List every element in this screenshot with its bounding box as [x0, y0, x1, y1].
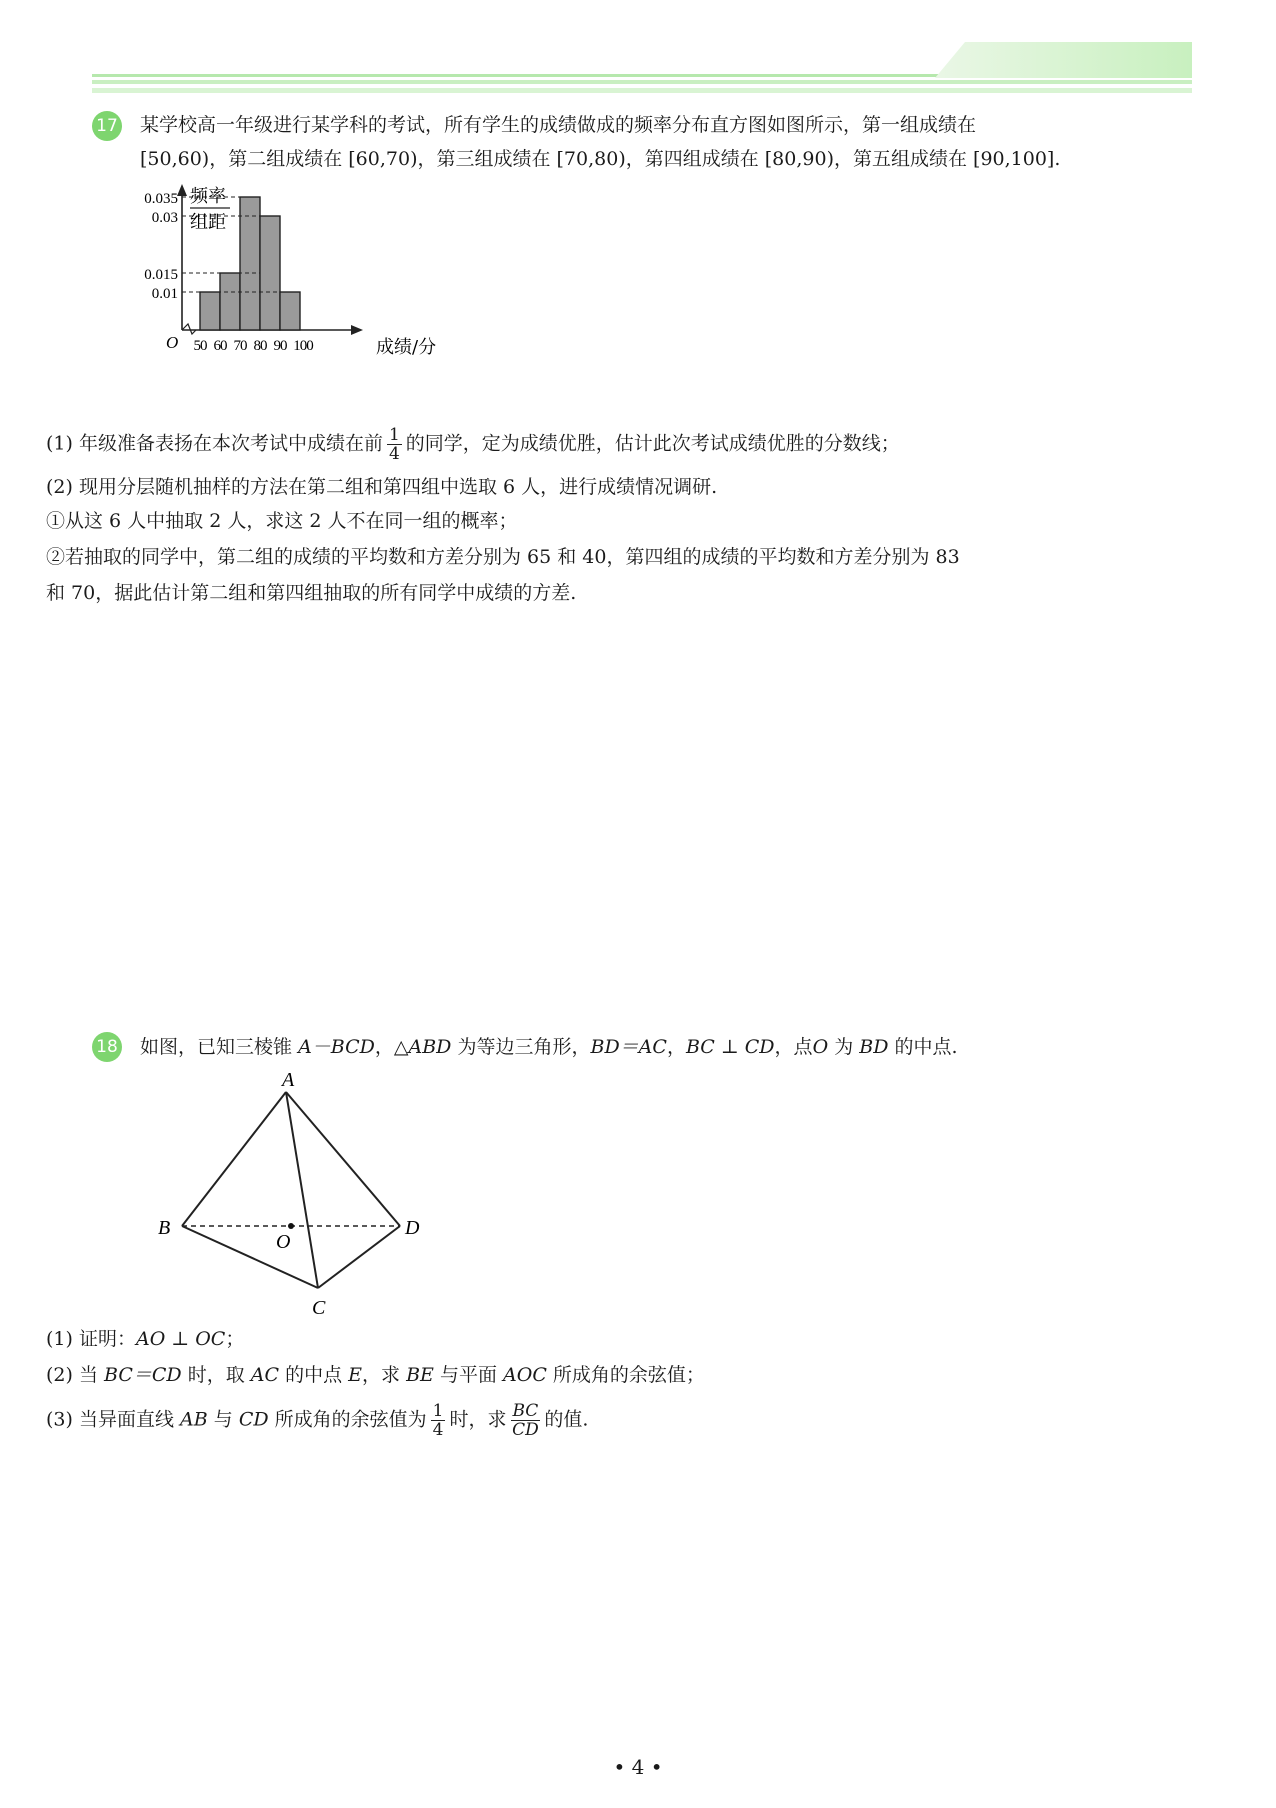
histogram-bar	[200, 292, 220, 330]
tetrahedron-figure	[150, 1062, 440, 1322]
question-number-badge: 17	[92, 111, 122, 141]
q18-stem-segment: BD	[859, 1036, 889, 1058]
page-header-decoration	[0, 0, 1276, 100]
x-tick-label: 60	[213, 338, 227, 354]
q18-part2-expression: AC	[250, 1364, 280, 1386]
q18-part1-text: (1) 证明：	[46, 1328, 136, 1350]
q18-stem	[140, 1030, 1270, 1064]
q17-stem-line-1: 某学校高一年级进行某学科的考试，所有学生的成绩做成的频率分布直方图如图所示，第一组成绩在	[140, 114, 977, 136]
fraction-numerator: 1	[388, 425, 400, 445]
y-axis-arrow	[177, 184, 187, 196]
q18-stem-triangle: ABD	[408, 1036, 452, 1058]
q18-stem-condition: BC ⊥ CD	[685, 1036, 775, 1058]
point-label-O: O	[276, 1231, 291, 1253]
q18-part3-text: 与	[213, 1408, 233, 1431]
y-axis-label-denominator: 组距	[190, 212, 226, 233]
x-tick-label: 90	[273, 338, 287, 354]
origin-label: O	[166, 333, 179, 352]
x-axis-break	[182, 324, 196, 334]
q18-part2-text: 的中点	[285, 1364, 343, 1386]
q18-part-3	[46, 1402, 588, 1439]
question-number-badge: 18	[92, 1032, 122, 1062]
q17-part-2b-line-2: 和 70，据此估计第二组和第四组抽取的所有同学中成绩的方差.	[46, 582, 577, 604]
q18-part3-text: 时，求	[449, 1408, 507, 1431]
x-tick-label: 100	[293, 338, 313, 354]
q18-stem-tetrahedron: A－BCD	[298, 1036, 375, 1058]
x-axis-arrow	[351, 325, 363, 335]
q18-part2-text: (2) 当	[46, 1364, 98, 1386]
header-tab-shape	[935, 42, 1192, 78]
q17-part1-text-post: 的同学，定为成绩优胜，估计此次考试成绩优胜的分数线；	[405, 432, 900, 455]
q18-part-1	[46, 1322, 244, 1356]
edge-CD	[318, 1226, 400, 1288]
histogram-bar	[260, 216, 280, 330]
q18-part2-expression: BE	[406, 1364, 434, 1386]
y-axis-label-numerator: 频率	[190, 186, 226, 207]
histogram-bar	[280, 292, 300, 330]
q18-part3-text: 的值.	[544, 1408, 589, 1431]
q18-part3-expression: AB	[180, 1408, 208, 1431]
y-tick-label: 0.03	[151, 210, 178, 226]
q18-stem-text: 为	[834, 1036, 854, 1058]
fraction-numerator: 1	[432, 1401, 444, 1421]
x-axis-label: 成绩/分	[376, 337, 437, 358]
midpoint-O-dot	[288, 1223, 294, 1229]
histogram-bar	[220, 273, 240, 330]
q17-part-2a: ①从这 6 人中抽取 2 人，求这 2 人不在同一组的概率；	[46, 510, 518, 532]
q18-part1-text: ；	[225, 1328, 245, 1350]
vertex-label-B: B	[158, 1217, 171, 1239]
q18-part1-expression: AO ⊥ OC	[135, 1328, 226, 1350]
q17-part1-text-pre: (1) 年级准备表扬在本次考试中成绩在前	[46, 432, 383, 455]
fraction-denominator: 4	[432, 1420, 444, 1440]
q17-part-2b-line-1: ②若抽取的同学中，第二组的成绩的平均数和方差分别为 65 和 40，第四组的成绩的平均数和方差分别为 83	[46, 546, 960, 568]
q18-part-2	[46, 1358, 705, 1392]
q18-part2-expression: BC＝CD	[104, 1364, 182, 1386]
q18-stem-text: ，	[666, 1036, 686, 1058]
fraction-one-quarter	[387, 426, 402, 463]
q18-part2-text: 与平面	[439, 1364, 497, 1386]
y-tick-label: 0.035	[144, 191, 178, 207]
q18-part3-text: (3) 当异面直线	[46, 1408, 174, 1431]
q18-stem-text: ，点	[774, 1036, 813, 1058]
edge-AD	[286, 1092, 400, 1226]
q18-stem-point: O	[812, 1036, 829, 1058]
q18-stem-text: 如图，已知三棱锥	[140, 1036, 293, 1058]
frequency-histogram	[144, 180, 470, 415]
edge-AC	[286, 1092, 318, 1288]
vertex-label-C: C	[312, 1297, 326, 1319]
q18-stem-condition: BD＝AC	[590, 1036, 667, 1058]
q18-part3-expression: CD	[238, 1408, 269, 1431]
q18-part3-text: 所成角的余弦值为	[274, 1408, 427, 1431]
q18-part2-text: ，求	[362, 1364, 401, 1386]
q17-part-1	[46, 426, 900, 463]
vertex-label-D: D	[405, 1217, 420, 1239]
q17-stem-line-2: [50,60)，第二组成绩在 [60,70)，第三组成绩在 [70,80)，第四组成绩在 [80,90)，第五组成绩在 [90,100].	[140, 148, 1061, 170]
q18-part2-text: 时，取	[187, 1364, 245, 1386]
fraction-denominator: CD	[512, 1420, 539, 1440]
q18-part2-expression: AOC	[503, 1364, 547, 1386]
fraction-denominator: 4	[388, 444, 400, 464]
fraction-bc-over-cd	[511, 1402, 541, 1439]
q18-part2-text: 所成角的余弦值；	[552, 1364, 705, 1386]
fraction-numerator: BC	[512, 1401, 539, 1421]
q18-stem-text: 为等边三角形，	[457, 1036, 591, 1058]
fraction-one-quarter	[431, 1402, 446, 1439]
q18-part2-expression: E	[348, 1364, 362, 1386]
y-tick-label: 0.01	[151, 286, 178, 302]
edge-BC	[182, 1226, 318, 1288]
x-tick-label: 80	[253, 338, 267, 354]
x-tick-label: 50	[193, 338, 207, 354]
header-line-mid	[92, 80, 1192, 84]
q17-part-2: (2) 现用分层随机抽样的方法在第二组和第四组中选取 6 人，进行成绩情况调研.	[46, 476, 718, 498]
vertex-label-A: A	[282, 1069, 295, 1091]
q18-stem-text: 的中点.	[894, 1036, 958, 1058]
page-number: • 4 •	[613, 1755, 663, 1779]
edge-AB	[182, 1092, 286, 1226]
q18-stem-text: ，△	[374, 1036, 409, 1058]
y-tick-label: 0.015	[144, 267, 178, 283]
x-tick-label: 70	[233, 338, 247, 354]
histogram-bar	[240, 197, 260, 330]
header-line-bottom	[92, 88, 1192, 93]
